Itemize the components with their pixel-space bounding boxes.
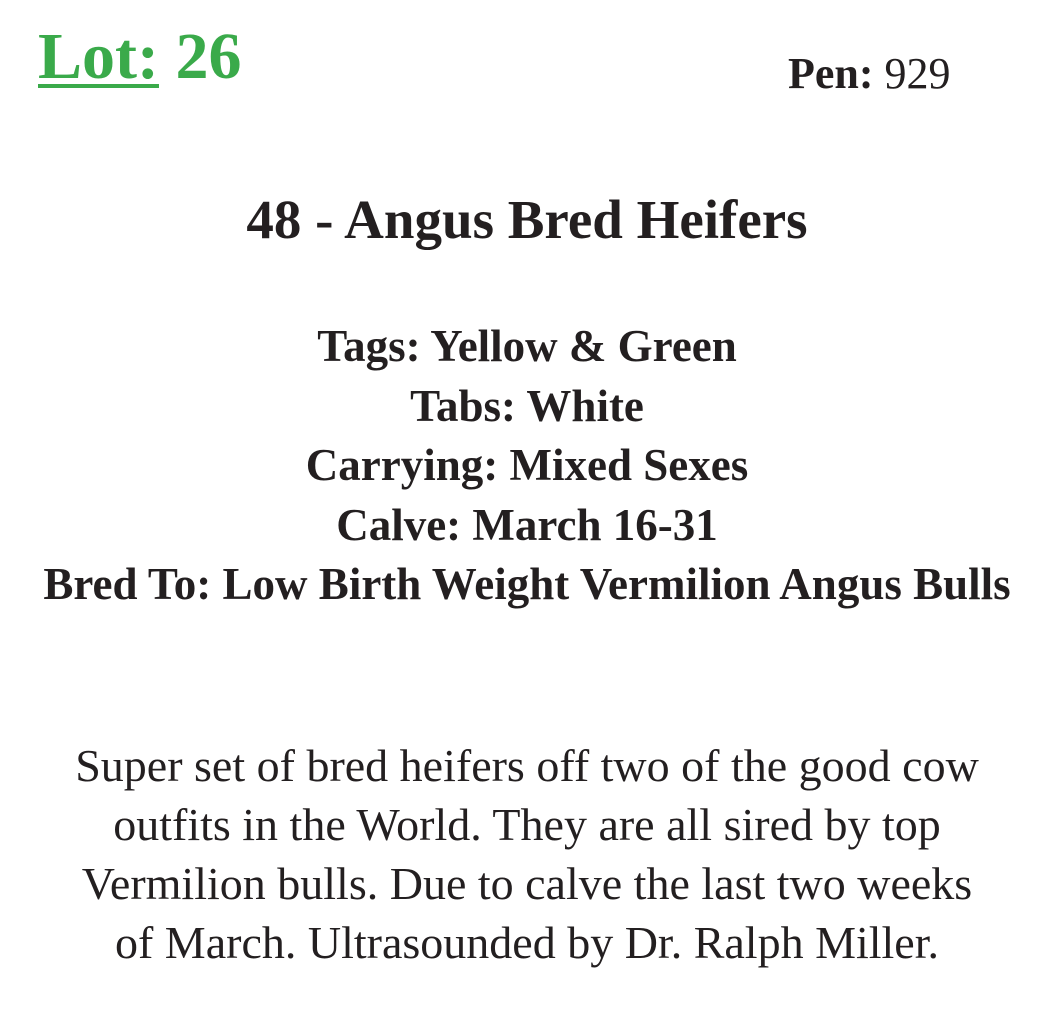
detail-label: Carrying: <box>305 440 499 490</box>
detail-carrying <box>30 436 1024 496</box>
pen-number: 929 <box>884 49 951 98</box>
detail-label: Tags: <box>317 321 421 371</box>
description-line: Vermilion bulls. Due to calve the last two weeks <box>81 858 973 909</box>
detail-label: Bred To: <box>43 559 212 609</box>
detail-value: March 16-31 <box>472 499 718 550</box>
lot-description <box>20 736 1034 972</box>
detail-label: Tabs: <box>410 380 516 431</box>
description-line: of March. Ultrasounded by Dr. Ralph Miller. <box>114 917 940 968</box>
lot-title: 48 - Angus Bred Heifers <box>246 189 808 250</box>
pen-info <box>788 49 951 98</box>
detail-calve <box>30 496 1024 556</box>
description-line: Super set of bred heifers off two of the good cow <box>75 740 979 791</box>
detail-label: Calve: <box>336 499 462 550</box>
pen-label: Pen: <box>788 49 874 98</box>
detail-tags <box>30 317 1024 377</box>
lot-details <box>30 317 1024 615</box>
detail-bred-to <box>30 555 1024 615</box>
description-line: outfits in the World. They are all sired by top <box>113 799 941 850</box>
detail-tabs <box>30 377 1024 437</box>
detail-value: Mixed Sexes <box>509 440 749 490</box>
detail-value: Low Birth Weight Vermilion Angus Bulls <box>222 559 1011 609</box>
lot-heading <box>38 20 242 93</box>
detail-value: White <box>526 380 644 431</box>
lot-label: Lot: <box>38 20 159 93</box>
detail-value: Yellow & Green <box>430 321 737 371</box>
lot-number: 26 <box>175 20 242 93</box>
